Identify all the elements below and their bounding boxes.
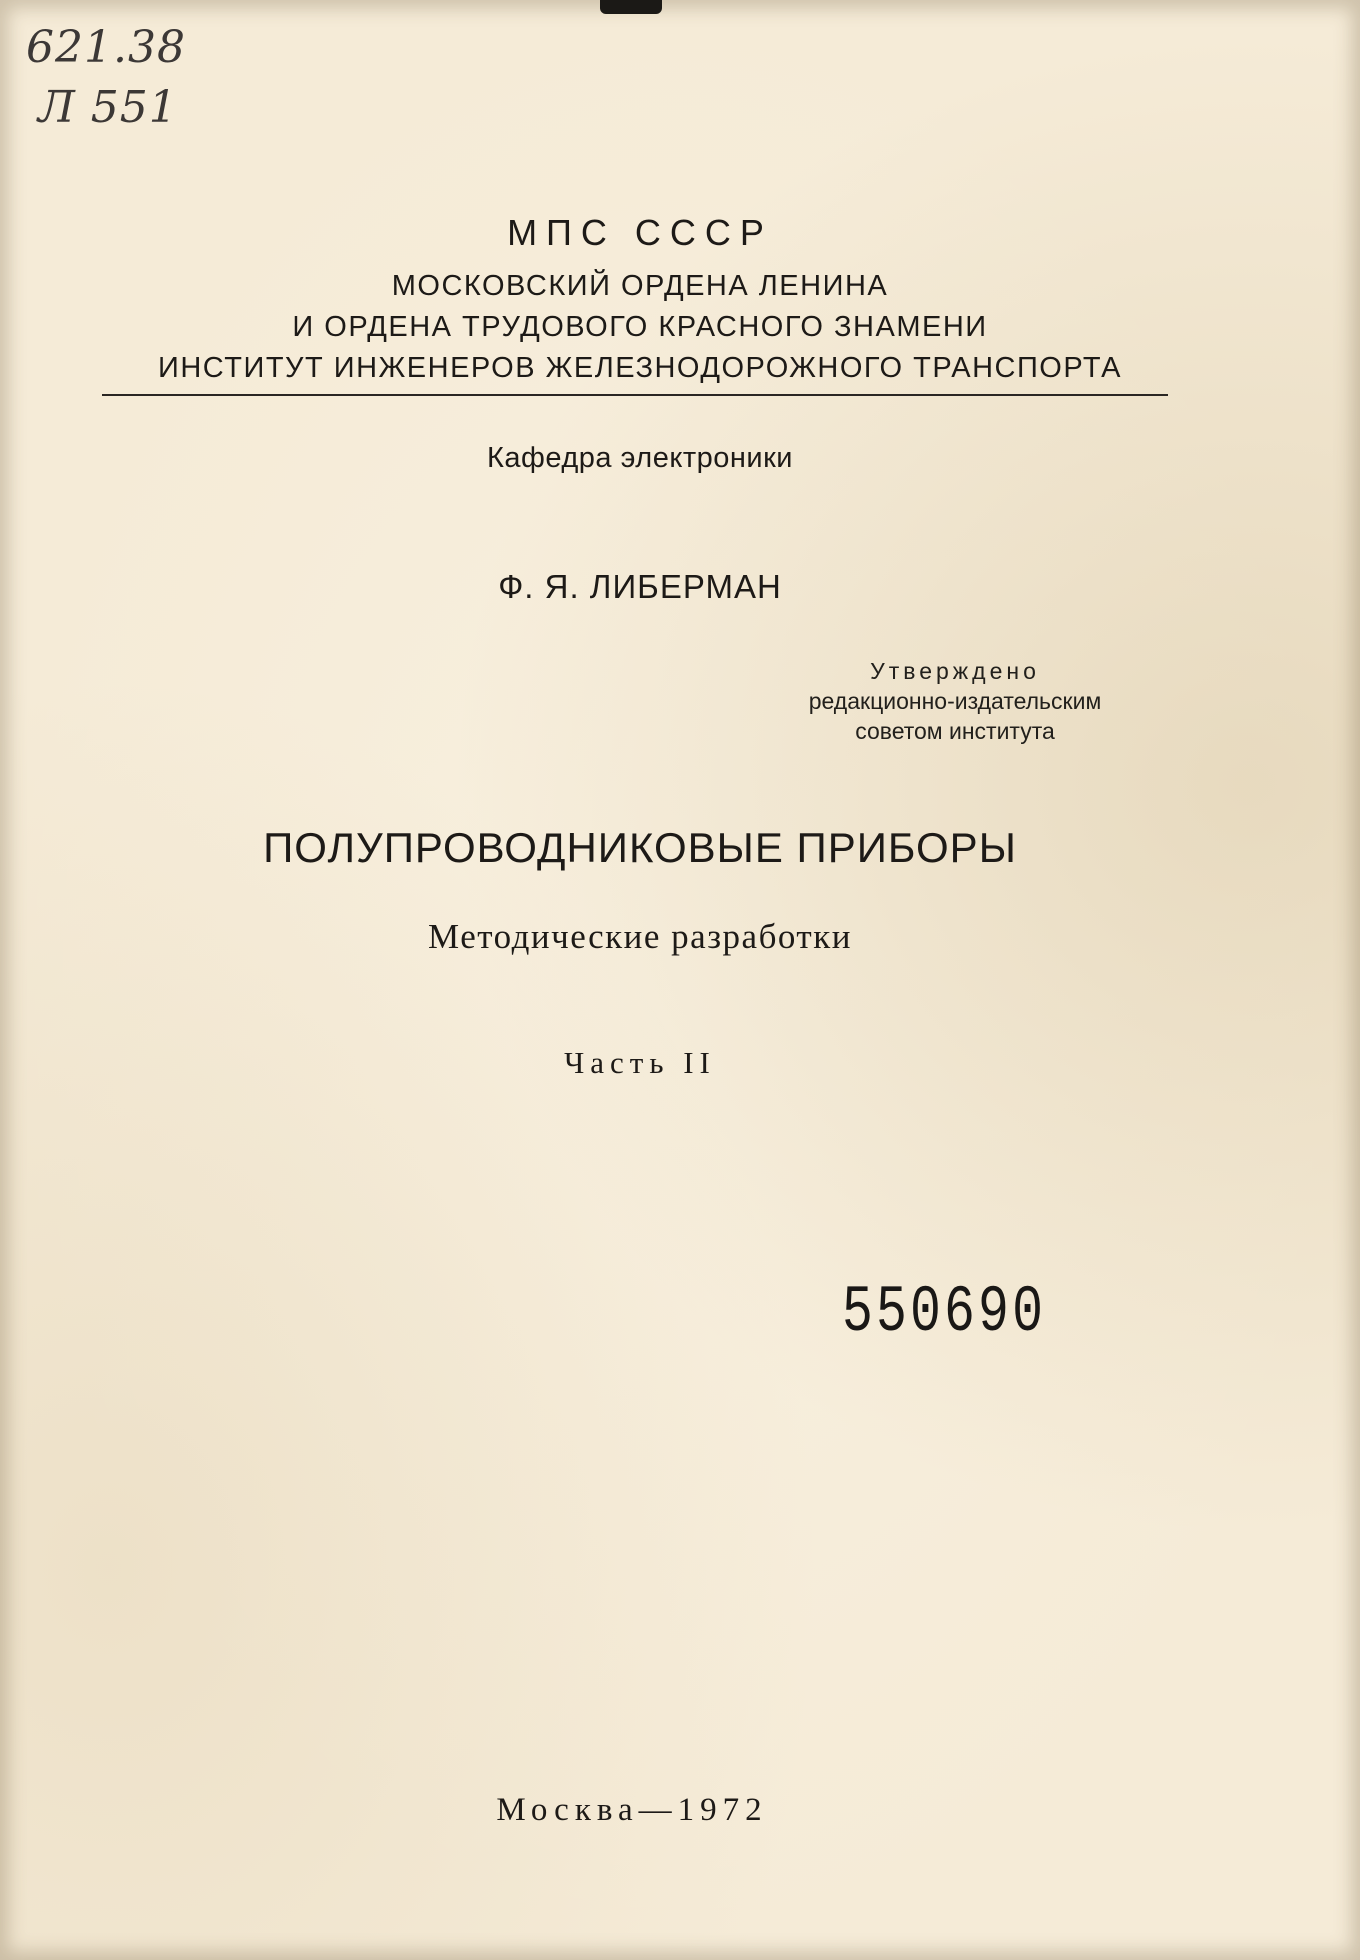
department-name: Кафедра электроники [487,442,793,474]
institute-name-line-2: И ОРДЕНА ТРУДОВОГО КРАСНОГО ЗНАМЕНИ [292,311,988,343]
author-name: Ф. Я. ЛИБЕРМАН [498,568,782,605]
institute-name-line-1: МОСКОВСКИЙ ОРДЕНА ЛЕНИНА [391,270,889,302]
call-number-line-2: Л 551 [38,82,178,133]
approval-line-1: Утверждено [870,658,1040,684]
book-part: Часть II [564,1045,716,1080]
library-inventory-stamp: 550690 [842,1275,1047,1350]
call-number-line-1: 621.38 [26,22,186,73]
approval-line-3: советом института [855,718,1055,744]
book-title: ПОЛУПРОВОДНИКОВЫЕ ПРИБОРЫ [263,824,1017,871]
approval-line-2: редакционно-издательским [808,688,1102,714]
scan-edge-notch [600,0,662,14]
ministry-name: МПС СССР [507,212,773,253]
publication-place-year: Москва—1972 [496,1792,768,1828]
approval-notice [755,656,1155,746]
handwritten-call-number [26,18,186,138]
header-divider [102,394,1168,396]
institute-name-line-3: ИНСТИТУТ ИНЖЕНЕРОВ ЖЕЛЕЗНОДОРОЖНОГО ТРАНСПОРТА [158,352,1122,384]
book-subtitle: Методические разработки [428,917,852,956]
